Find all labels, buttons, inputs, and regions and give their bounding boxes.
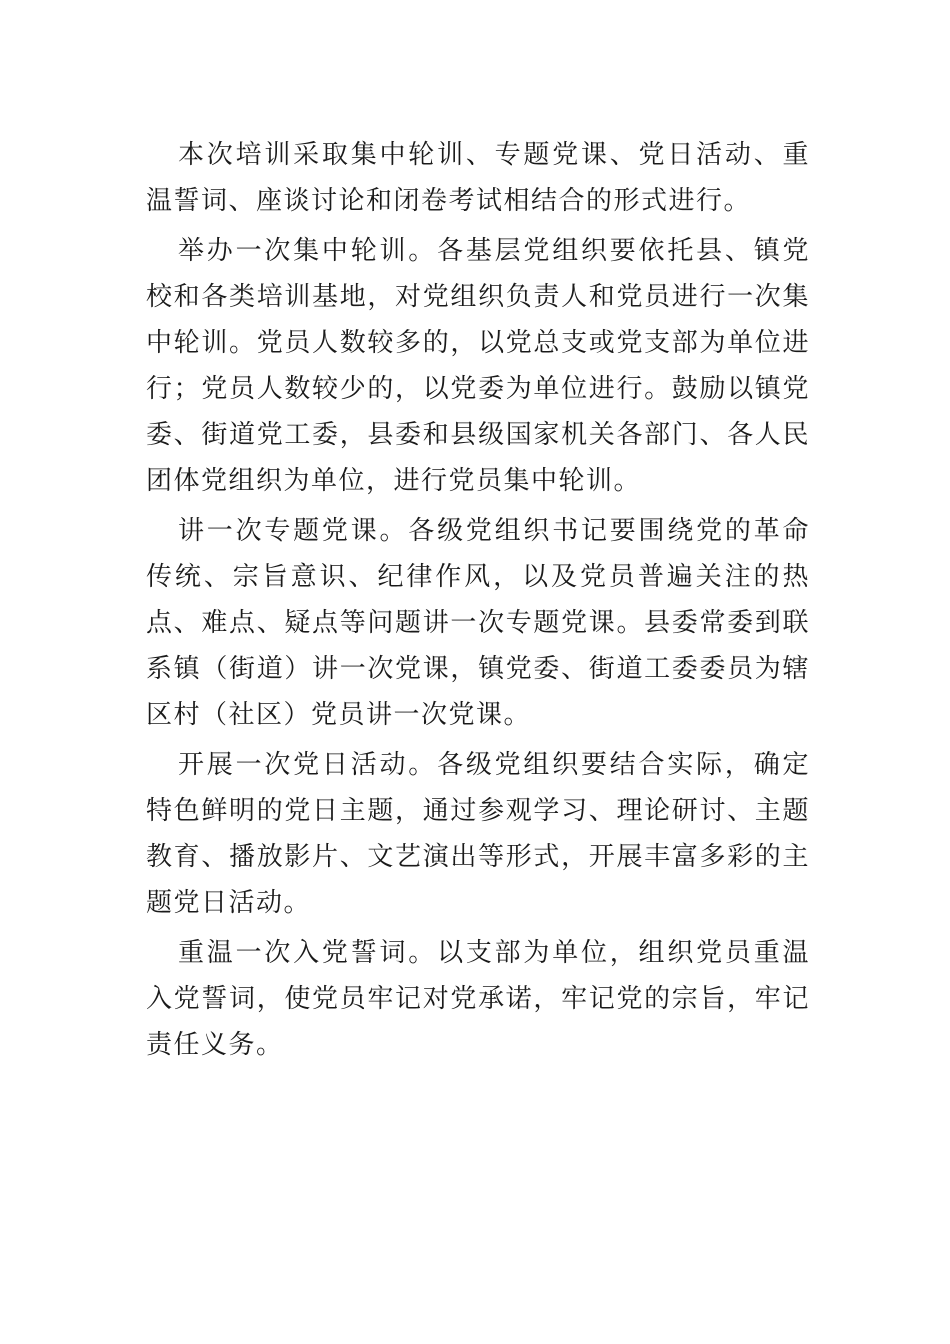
paragraph-party-day-activity: 开展一次党日活动。各级党组织要结合实际，确定特色鲜明的党日主题，通过参观学习、理论研讨、主题教育、播放影片、文艺演出等形式，开展丰富多彩的主题党日活动。 <box>146 750 810 918</box>
paragraph-party-lecture: 讲一次专题党课。各级党组织书记要围绕党的革命传统、宗旨意识、纪律作风，以及党员普遍关注的热点、难点、疑点等问题讲一次专题党课。县委常委到联系镇（街道）讲一次党课，镇党委、街道工委委员为辖区村（社区）党员讲一次党课。 <box>146 516 810 730</box>
document-body <box>146 132 810 1068</box>
paragraph-training-format: 本次培训采取集中轮训、专题党课、党日活动、重温誓词、座谈讨论和闭卷考试相结合的形式进行。 <box>146 140 810 216</box>
paragraph-oath-review: 重温一次入党誓词。以支部为单位，组织党员重温入党誓词，使党员牢记对党承诺，牢记党的宗旨，牢记责任义务。 <box>146 938 810 1060</box>
paragraph-centralized-training: 举办一次集中轮训。各基层党组织要依托县、镇党校和各类培训基地，对党组织负责人和党员进行一次集中轮训。党员人数较多的，以党总支或党支部为单位进行；党员人数较少的，以党委为单位进行。鼓励以镇党委、街道党工委，县委和县级国家机关各部门、各人民团体党组织为单位，进行党员集中轮训。 <box>146 236 810 496</box>
